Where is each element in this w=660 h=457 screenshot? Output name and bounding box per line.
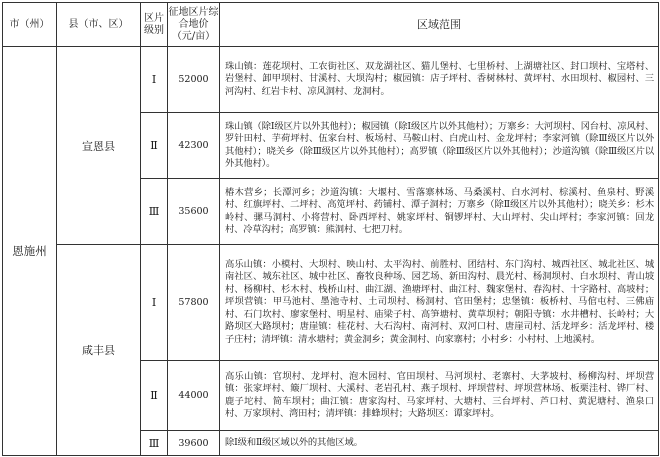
header-area: 区域范围 bbox=[220, 3, 659, 47]
level-cell: Ⅰ bbox=[141, 245, 168, 361]
header-price: 征地区片综合地价（元/亩） bbox=[168, 3, 220, 47]
price-cell: 52000 bbox=[168, 47, 220, 113]
level-cell: Ⅱ bbox=[141, 361, 168, 431]
header-county: 县（市、区） bbox=[57, 3, 141, 47]
header-city: 市（州） bbox=[3, 3, 57, 47]
area-cell: 椿木营乡；长潭河乡；沙道沟镇：大堰村、雪落寨林场、马桑溪村、白水河村、棕溪村、鱼泉村、野溪村、红旗坪村、二坪村、高笕坪村、药铺村、潭子洞村；万寨乡（除Ⅱ级区片以外其他村）；晓关乡：杉木岭村、骡马洞村、小将营村、卧西坪村、姚家坪村、铜锣坪村、大山坪村、尖山坪村；李家河镇：回龙村、冷草沟村；高罗镇：熊洞村、七把刀村。 bbox=[220, 179, 659, 245]
price-cell: 44000 bbox=[168, 361, 220, 431]
area-cell: 除Ⅰ级和Ⅱ级区域以外的其他区域。 bbox=[220, 431, 659, 456]
table-row bbox=[3, 47, 659, 113]
county-cell: 咸丰县 bbox=[57, 245, 141, 456]
level-cell: Ⅱ bbox=[141, 113, 168, 179]
price-cell: 39600 bbox=[168, 431, 220, 456]
level-cell: Ⅲ bbox=[141, 179, 168, 245]
price-cell: 42300 bbox=[168, 113, 220, 179]
county-cell: 宣恩县 bbox=[57, 47, 141, 245]
land-price-table bbox=[2, 2, 659, 456]
header-row bbox=[3, 3, 659, 47]
area-cell: 珠山镇：莲花坝村、工农街社区、双龙湖社区、猫儿堡村、七里桥村、上湖塘社区、封口坝村、宝塔村、岩堡村、卸甲坝村、甘溪村、大坝沟村；椒园镇：店子坪村、香树林村、黄坪村、水田坝村、椒园村、三河沟村、红岩卡村、凉风洞村、龙洞村。 bbox=[220, 47, 659, 113]
level-cell: Ⅰ bbox=[141, 47, 168, 113]
level-cell: Ⅲ bbox=[141, 431, 168, 456]
area-cell: 高乐山镇：官坝村、龙坪村、泡木园村、官田坝村、马河坝村、老寨村、大茅坡村、杨柳沟村、坪坝营镇：张家坪村、簸厂坝村、大溪村、老岩孔村、燕子坝村、坪坝营村、坪坝营林场、板栗洼村、铧厂村、鹿子坨村、简车坝村；曲江镇：唐家沟村、马家坪村、大塘村、三台坪村、芦口村、黄泥塘村、渔泉口村、万家坝村、湾田村；清坪镇：排蜂坝村；大路坝区：谭家坪村。 bbox=[220, 361, 659, 431]
header-level: 区片级别 bbox=[141, 3, 168, 47]
area-cell: 高乐山镇：小模村、大坝村、映山村、太平沟村、前胜村、团结村、东门沟村、城西社区、城北社区、城南社区、城东社区、城中社区、畜牧良种场、园艺场、新田沟村、晨光村、杨洞坝村、白水坝村、青山坡村、杨柳村、杉木村、栈桥山村、曲江湖、渔塘坪村、曲江村、魏家堡村、春沟村、十字路村、高坡村；坪坝营镇：甲马池村、墨池寺村、土司坝村、杨洞村、官田堡村；忠堡镇：板桥村、马倌屯村、三佛庙村、石门坎村、廖家堡村、明星村、庙梁子村、高笋塘村、黄草坝村；朝阳寺镇：水井槽村、长岭村；大路坝区大路坝村；唐崖镇：桂花村、大石沟村、南河村、双河口村、唐崖司村、活龙坪乡：活龙坪村、楼子庄村；清坪镇：清水塘村；黄金洞乡；黄金洞村、向家寨村；小村乡：小村村、上地溪村。 bbox=[220, 245, 659, 361]
price-cell: 35600 bbox=[168, 179, 220, 245]
price-cell: 57800 bbox=[168, 245, 220, 361]
city-cell: 恩施州 bbox=[3, 47, 57, 456]
area-cell: 珠山镇（除Ⅰ级区片以外其他村）；椒园镇（除Ⅰ级区片以外其他村）；万寨乡：大河坝村、冈台村、凉风村、罗针田村、芋荷坪村、伍家台村、板场村、马鞍山村、白虎山村、金龙坪村；李家河镇（除Ⅲ级区片以外其他村）；晓关乡（除Ⅲ级区片以外其他村）；高罗镇（除Ⅲ级区片以外其他村）；沙道沟镇（除Ⅲ级区片以外其他村）。 bbox=[220, 113, 659, 179]
table-row bbox=[3, 245, 659, 361]
